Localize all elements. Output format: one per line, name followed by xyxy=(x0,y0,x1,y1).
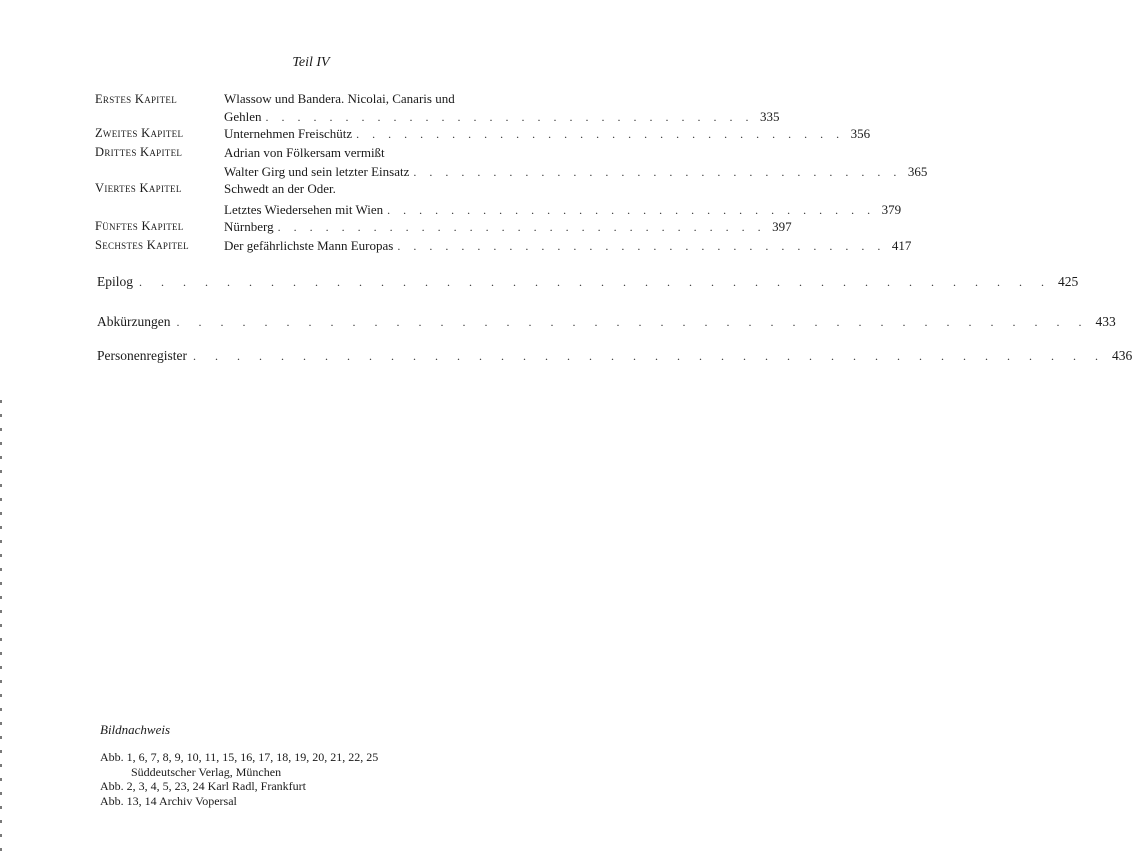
page-number: 433 xyxy=(1095,314,1116,329)
page-number: 417 xyxy=(891,238,912,253)
chapter-label: Viertes Kapitel xyxy=(95,181,182,195)
toc-entry xyxy=(224,109,780,125)
entry-title: Gehlen xyxy=(224,109,262,124)
page-number: 436 xyxy=(1111,348,1132,363)
page-number: 397 xyxy=(772,219,792,234)
entry-title: Der gefährlichste Mann Europas xyxy=(224,238,394,253)
chapter-label: Zweites Kapitel xyxy=(95,126,184,140)
toc-entry xyxy=(224,91,571,107)
leader-dots: . . . . . . . . . . . . . . . . . . . . . . . . . . . . . . . . . . . . . . . . . . xyxy=(192,349,1106,363)
entry-title: Epilog xyxy=(97,274,133,289)
entry-title: Abkürzungen xyxy=(97,314,171,329)
leader-dots: . . . . . . . . . . . . . . . . . . . . . . . . . . . . . . . xyxy=(277,220,766,234)
scan-edge-marks xyxy=(0,400,2,858)
credits-heading: Bildnachweis xyxy=(100,722,171,737)
toc-entry-epilog xyxy=(97,274,1079,290)
credit-line: Abb. 2, 3, 4, 5, 23, 24 Karl Radl, Frankfurt xyxy=(100,779,306,793)
entry-title: Nürnberg xyxy=(224,219,274,234)
entry-title: Unternehmen Freischütz xyxy=(224,126,353,141)
entry-title: Adrian von Fölkersam vermißt xyxy=(224,145,385,160)
credit-line: Süddeutscher Verlag, München xyxy=(131,765,282,779)
page-number: 356 xyxy=(850,126,871,141)
chapter-label: Sechstes Kapitel xyxy=(95,238,189,252)
toc-entry xyxy=(224,219,792,235)
leader-dots: . . . . . . . . . . . . . . . . . . . . . . . . . . . . . . . . . . . . . . . . . . xyxy=(176,315,1090,329)
leader-dots: . . . . . . . . . . . . . . . . . . . . . . . . . . . . . . . . . . . . . . . . . . xyxy=(139,275,1052,289)
leader-dots: . . . . . . . . . . . . . . . . . . . . . . . . . . . . . . . xyxy=(397,239,886,253)
entry-title: Personenregister xyxy=(97,348,187,363)
chapter-label: Fünftes Kapitel xyxy=(95,219,184,233)
leader-dots: . . . . . . . . . . . . . . . . . . . . . . . . . . . . . . . xyxy=(265,110,754,124)
entry-title: Wlassow und Bandera. Nicolai, Canaris und xyxy=(224,91,455,106)
toc-entry-index xyxy=(97,348,1132,364)
toc-entry xyxy=(224,238,912,254)
toc-entry xyxy=(224,164,928,180)
entry-title: Letztes Wiedersehen mit Wien xyxy=(224,202,384,217)
toc-entry xyxy=(224,181,571,197)
toc-entry xyxy=(224,202,902,218)
leader-dots: . . . . . . . . . . . . . . . . . . . . . . . . . . . . . . . xyxy=(356,127,845,141)
page-number: 379 xyxy=(881,202,902,217)
entry-title: Walter Girg und sein letzter Einsatz xyxy=(224,164,410,179)
toc-entry xyxy=(224,126,871,142)
part-title: Teil IV xyxy=(292,55,330,70)
chapter-label: Drittes Kapitel xyxy=(95,145,183,159)
chapter-label: Erstes Kapitel xyxy=(95,92,177,106)
toc-entry xyxy=(224,145,571,161)
leader-dots: . . . . . . . . . . . . . . . . . . . . . . . . . . . . . . . xyxy=(387,203,876,217)
credit-line: Abb. 1, 6, 7, 8, 9, 10, 11, 15, 16, 17, 18, 19, 20, 21, 22, 25 xyxy=(100,750,379,764)
toc-entry-abbreviations xyxy=(97,314,1116,330)
page-number: 425 xyxy=(1058,274,1079,289)
credit-line: Abb. 13, 14 Archiv Vopersal xyxy=(100,794,237,808)
page-number: 335 xyxy=(760,109,780,124)
leader-dots: . . . . . . . . . . . . . . . . . . . . . . . . . . . . . . . xyxy=(413,165,902,179)
page-number: 365 xyxy=(907,164,928,179)
entry-title: Schwedt an der Oder. xyxy=(224,181,336,196)
